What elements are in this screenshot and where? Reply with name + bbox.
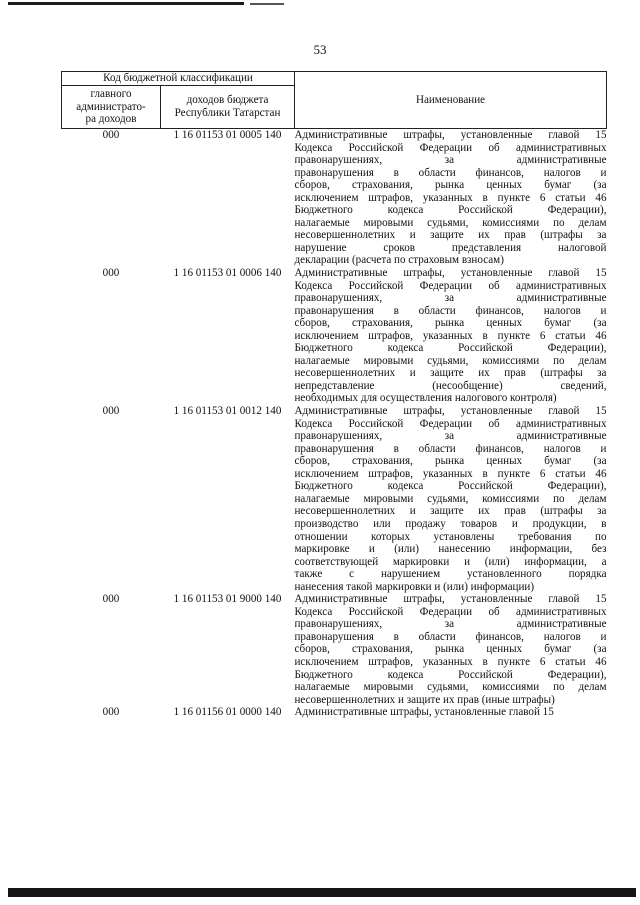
name-line: правонарушениях, за административные — [294, 292, 607, 305]
name-line: Кодекса Российской Федерации об административных — [294, 605, 607, 618]
name-line: правонарушениях, за административные — [294, 618, 607, 631]
header-income-line: Республики Татарстан — [174, 107, 281, 119]
admin-code-cell: 000 — [102, 129, 120, 141]
name-line: Административные штрафы, установленные главой 15 — [294, 267, 607, 280]
name-line: производство или продажу товаров и продукции, в — [294, 517, 607, 530]
admin-code-cell: 000 — [102, 267, 120, 280]
name-line: сборов, страхования, рынка ценных бумаг (за — [294, 179, 607, 192]
name-line: исключением штрафов, указанных в пункте 6 статьи 46 — [294, 467, 607, 480]
name-line: несовершеннолетних и защите их прав (штрафы за — [294, 229, 607, 242]
name-line: нарушение сроков представления налоговой — [294, 241, 607, 254]
name-cell — [295, 267, 607, 405]
page-number: 53 — [313, 42, 327, 57]
name-cell — [295, 129, 607, 268]
name-line: сборов, страхования, рынка ценных бумаг (за — [294, 455, 607, 468]
table-row — [62, 129, 607, 268]
name-line: Кодекса Российской Федерации об административных — [294, 141, 607, 154]
name-line: правонарушения в области финансов, налогов и — [294, 166, 607, 179]
name-line: налагаемые мировыми судьями, комиссиями по делам — [294, 216, 607, 229]
name-line: несовершеннолетних и защите их прав (штрафы за — [294, 505, 607, 518]
name-cell — [295, 405, 607, 593]
name-line: маркировке и (или) нанесению информации, без — [294, 543, 607, 556]
name-line: Кодекса Российской Федерации об административных — [294, 279, 607, 292]
table-body — [62, 129, 607, 719]
name-line: Административные штрафы, установленные главой 15 — [294, 706, 554, 719]
admin-code-cell: 000 — [102, 593, 120, 606]
income-code-cell: 1 16 01153 01 0005 140 — [173, 129, 282, 141]
header-admin-line: главного — [90, 88, 132, 101]
name-line: декларации (расчета по страховым взносам) — [294, 254, 504, 267]
name-line: соответствующей маркировки и (или) информации, а — [294, 555, 607, 568]
name-line: правонарушениях, за административные — [294, 154, 607, 167]
name-line: сборов, страхования, рынка ценных бумаг (за — [294, 317, 607, 330]
name-line: Бюджетного кодекса Российской Федерации), — [294, 342, 607, 355]
income-code-cell: 1 16 01153 01 9000 140 — [173, 593, 282, 606]
name-line: налагаемые мировыми судьями, комиссиями по делам — [294, 492, 607, 505]
admin-code-cell: 000 — [102, 706, 120, 719]
table-row — [62, 267, 607, 405]
table-row — [62, 405, 607, 593]
name-line: сборов, страхования, рынка ценных бумаг (за — [294, 643, 607, 656]
name-line: исключением штрафов, указанных в пункте 6 статьи 46 — [294, 191, 607, 204]
header-income — [161, 86, 295, 129]
header-name: Наименование — [295, 72, 607, 129]
header-admin-line: ра доходов — [85, 113, 137, 126]
table-row — [62, 706, 607, 719]
name-line: отношении которых установлены требования по — [294, 530, 607, 543]
name-line: несовершеннолетних и защите их прав (штрафы за — [294, 367, 607, 380]
name-line: правонарушения в области финансов, налогов и — [294, 304, 607, 317]
name-line: налагаемые мировыми судьями, комиссиями по делам — [294, 354, 607, 367]
name-line: исключением штрафов, указанных в пункте 6 статьи 46 — [294, 329, 607, 342]
header-income-line: доходов бюджета — [186, 94, 269, 107]
name-line: Бюджетного кодекса Российской Федерации), — [294, 480, 607, 493]
name-cell — [295, 593, 607, 706]
name-line: Бюджетного кодекса Российской Федерации), — [294, 204, 607, 217]
scan-edge-top-fragment — [250, 3, 284, 5]
name-line: Бюджетного кодекса Российской Федерации), — [294, 668, 607, 681]
name-line: исключением штрафов, указанных в пункте 6 статьи 46 — [294, 655, 607, 668]
name-line: также с нарушением установленного порядка — [294, 568, 607, 581]
income-code-cell: 1 16 01153 01 0006 140 — [173, 267, 282, 280]
header-admin — [62, 86, 161, 129]
budget-classification-table — [61, 71, 607, 719]
header-admin-line: администрато- — [76, 100, 146, 113]
name-line: несовершеннолетних и защите их прав (иные штрафы) — [294, 693, 555, 706]
name-line: Административные штрафы, установленные главой 15 — [294, 405, 607, 418]
name-line: нанесения такой маркировки и (или) информации) — [294, 580, 535, 593]
name-line: Административные штрафы, установленные главой 15 — [294, 593, 607, 606]
name-line: непредставление (несообщение) сведений, — [294, 379, 607, 392]
income-code-cell: 1 16 01153 01 0012 140 — [173, 405, 282, 418]
name-line: правонарушениях, за административные — [294, 430, 607, 443]
income-code-cell: 1 16 01156 01 0000 140 — [173, 706, 282, 719]
admin-code-cell: 000 — [102, 405, 120, 418]
name-line: правонарушения в области финансов, налогов и — [294, 442, 607, 455]
scan-edge-bottom — [8, 888, 636, 897]
name-line: правонарушения в области финансов, налогов и — [294, 630, 607, 643]
name-line: налагаемые мировыми судьями, комиссиями по делам — [294, 681, 607, 694]
header-group-label: Код бюджетной классификации — [62, 72, 295, 86]
name-line: Административные штрафы, установленные главой 15 — [294, 129, 607, 141]
table-row — [62, 593, 607, 706]
name-line: Кодекса Российской Федерации об административных — [294, 417, 607, 430]
name-cell — [295, 706, 607, 719]
scan-edge-top — [8, 2, 244, 5]
name-line: необходимых для осуществления налогового контроля) — [294, 392, 557, 405]
